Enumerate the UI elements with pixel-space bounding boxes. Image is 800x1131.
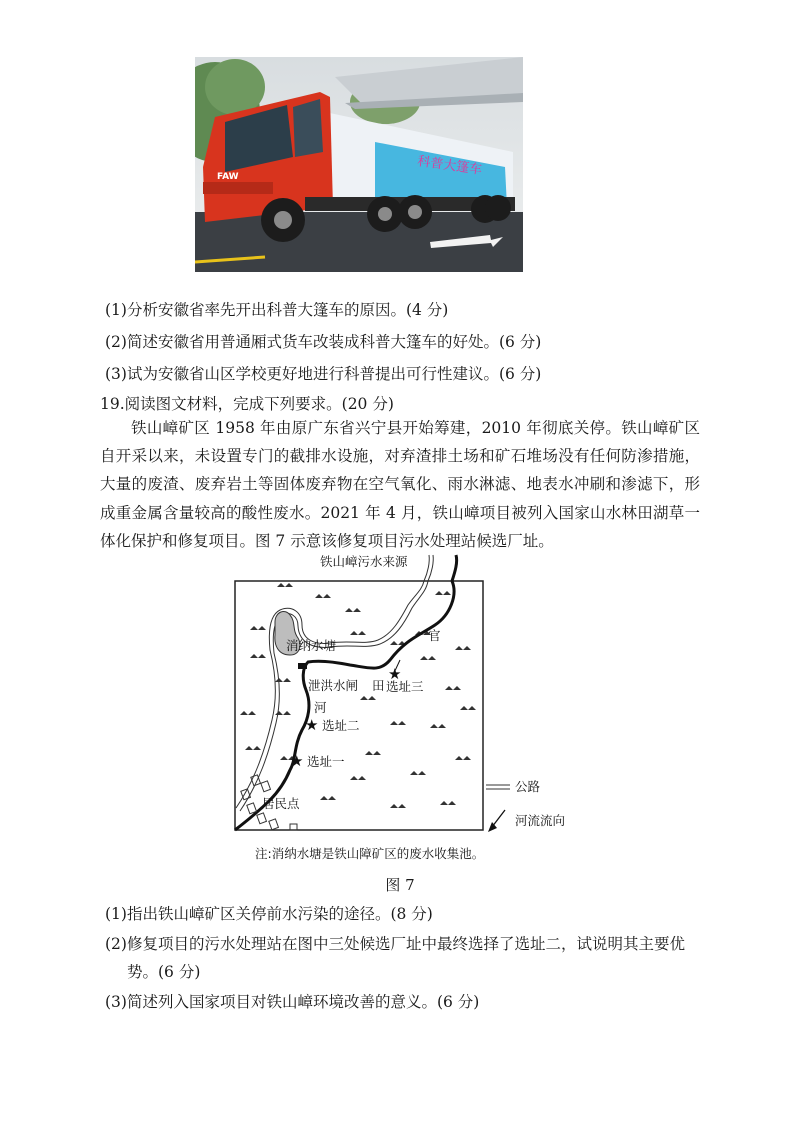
q19-sub2-line2: 势。(6 分) (127, 963, 201, 981)
q19-sub1: (1)指出铁山嶂矿区关停前水污染的途径。(8 分) (105, 905, 433, 923)
q18-sub3: (3)试为安徽省山区学校更好地进行科普提出可行性建议。(6 分) (105, 365, 542, 383)
legend-flow-label: 河流流向 (515, 813, 566, 828)
site-map (230, 550, 590, 870)
q19-paragraph: 铁山嶂矿区 1958 年由原广东省兴宁县开始筹建，2010 年彻底关停。铁山嶂矿区自开采以来，未设置专门的截排水设施，对弃渣排土场和矿石堆场没有任何防渗措施，大量的废渣、废弃岩土等固体废弃物在空气氧化、雨水淋滤、地表水冲刷和渗滤下，形成重金属含量较高的酸性废水。2021 年 4 月，铁山嶂项目被列入国家山水林田湖草一体化保护和修复项目。图 7 示意该修复项目污水处理站候选厂址。 (100, 419, 700, 550)
site2-label: 选址二 (322, 718, 360, 733)
legend-road-label: 公路 (515, 779, 541, 794)
trailer-text: 科普大篷车 (416, 154, 483, 179)
q19-heading: 19.阅读图文材料，完成下列要求。(20 分) (100, 395, 394, 413)
source-label: 铁山嶂污水来源 (320, 554, 408, 569)
q19-sub2-line1: (2)修复项目的污水处理站在图中三处候选厂址中最终选择了选址二，试说明其主要优 (105, 935, 685, 953)
q18-sub1: (1)分析安徽省率先开出科普大篷车的原因。(4 分) (105, 301, 449, 319)
truck-badge: FAW (217, 172, 239, 182)
pond-label: 消纳水塘 (286, 638, 337, 653)
q19-sub3: (3)简述列入国家项目对铁山嶂环境改善的意义。(6 分) (105, 993, 480, 1011)
gate-label: 泄洪水闸 (308, 678, 359, 693)
site3-label: 选址三 (386, 679, 424, 694)
site1-star-icon: ★ (290, 752, 304, 770)
site2-star-icon: ★ (305, 716, 319, 734)
site1-label: 选址一 (307, 754, 345, 769)
figure-caption: 图 7 (385, 876, 415, 894)
river-char-2: 官 (428, 628, 441, 643)
river-upstream (452, 555, 457, 581)
gate-icon (298, 663, 307, 669)
q18-sub2: (2)简述安徽省用普通厢式货车改装成科普大篷车的好处。(6 分) (105, 333, 542, 351)
river (235, 581, 454, 830)
site3-star-icon: ★ (388, 665, 402, 683)
village-label: 居民点 (262, 796, 300, 811)
map-note: 注:消纳水塘是铁山障矿区的废水收集池。 (255, 846, 485, 861)
truck-photo (195, 57, 523, 272)
river-char-1: 河 (314, 700, 327, 715)
river-char-3: 田 (372, 678, 385, 693)
